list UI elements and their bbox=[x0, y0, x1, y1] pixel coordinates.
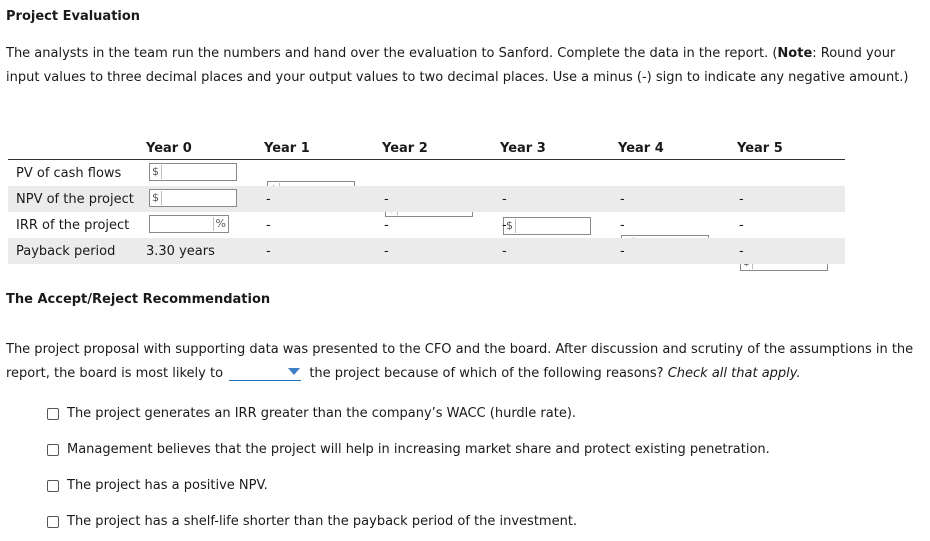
reason-option-1[interactable] bbox=[47, 406, 576, 421]
npv-year-0-input[interactable]: $ bbox=[149, 189, 237, 207]
pv-year-3-input[interactable]: $ bbox=[503, 217, 591, 235]
payback-value: 3.30 years bbox=[146, 244, 215, 259]
payback-year-5-dash: - bbox=[739, 244, 744, 259]
irr-year-2-dash: - bbox=[384, 218, 389, 233]
checkbox[interactable] bbox=[47, 408, 59, 420]
row-label-pv: PV of cash flows bbox=[16, 166, 122, 181]
npv-year-2-dash: - bbox=[384, 192, 389, 207]
option-label: The project generates an IRR greater than the company’s WACC (hurdle rate). bbox=[67, 406, 577, 421]
npv-year-3-dash: - bbox=[502, 192, 507, 207]
checkbox[interactable] bbox=[47, 480, 59, 492]
table-row-irr bbox=[8, 212, 845, 238]
note-label: Note bbox=[777, 46, 813, 61]
checkbox[interactable] bbox=[47, 516, 59, 528]
row-label-payback: Payback period bbox=[16, 244, 116, 259]
npv-year-1-dash: - bbox=[266, 192, 271, 207]
checkbox[interactable] bbox=[47, 444, 59, 456]
option-label: The project has a shelf-life shorter than the payback period of the investment. bbox=[67, 514, 578, 529]
header-year-3: Year 3 bbox=[500, 141, 546, 156]
recommendation-text-cont: the project because of which of the following reasons? bbox=[309, 366, 664, 381]
recommendation-paragraph bbox=[6, 338, 924, 386]
option-label: The project has a positive NPV. bbox=[67, 478, 268, 493]
table-row-npv bbox=[8, 186, 845, 212]
header-year-4: Year 4 bbox=[618, 141, 664, 156]
intro-text-cont: : Round your input values to three decimal places and your output values to two decimal places. Use a minus (-) sign to indicate any negative amount.) bbox=[6, 46, 909, 85]
intro-text: The analysts in the team run the numbers and hand over the evaluation to Sanford. Complete the data in the report. ( bbox=[6, 46, 778, 61]
irr-year-0-input[interactable]: % bbox=[149, 215, 229, 233]
npv-year-4-dash: - bbox=[620, 192, 625, 207]
intro-paragraph bbox=[6, 42, 924, 90]
chevron-down-icon bbox=[288, 368, 300, 375]
reason-option-3[interactable] bbox=[47, 478, 268, 493]
accept-reject-dropdown[interactable] bbox=[229, 364, 301, 381]
reason-option-4[interactable] bbox=[47, 514, 577, 529]
pv-year-0-input[interactable]: $ bbox=[149, 163, 237, 181]
irr-year-4-dash: - bbox=[620, 218, 625, 233]
npv-year-5-dash: - bbox=[739, 192, 744, 207]
header-year-0: Year 0 bbox=[146, 141, 192, 156]
header-year-1: Year 1 bbox=[264, 141, 310, 156]
irr-year-3-dash: - bbox=[502, 218, 507, 233]
row-label-npv: NPV of the project bbox=[16, 192, 134, 207]
irr-year-5-dash: - bbox=[739, 218, 744, 233]
reason-option-2[interactable] bbox=[47, 442, 770, 457]
evaluation-table bbox=[8, 140, 845, 264]
page-title: Project Evaluation bbox=[6, 9, 141, 24]
recommendation-heading: The Accept/Reject Recommendation bbox=[6, 292, 271, 307]
payback-year-3-dash: - bbox=[502, 244, 507, 259]
header-year-5: Year 5 bbox=[737, 141, 783, 156]
recommendation-text: The project proposal with supporting data was presented to the CFO and the board. After discussion and scrutiny of the assumptions in the report, the board is most likely to bbox=[6, 342, 914, 381]
payback-year-4-dash: - bbox=[620, 244, 625, 259]
row-label-irr: IRR of the project bbox=[16, 218, 130, 233]
irr-year-1-dash: - bbox=[266, 218, 271, 233]
option-label: Management believes that the project will help in increasing market share and protect existing penetration. bbox=[67, 442, 770, 457]
payback-year-1-dash: - bbox=[266, 244, 271, 259]
instruction-text: Check all that apply. bbox=[667, 366, 801, 381]
header-year-2: Year 2 bbox=[382, 141, 428, 156]
table-row-payback bbox=[8, 238, 845, 264]
payback-year-2-dash: - bbox=[384, 244, 389, 259]
table-header bbox=[8, 140, 845, 160]
